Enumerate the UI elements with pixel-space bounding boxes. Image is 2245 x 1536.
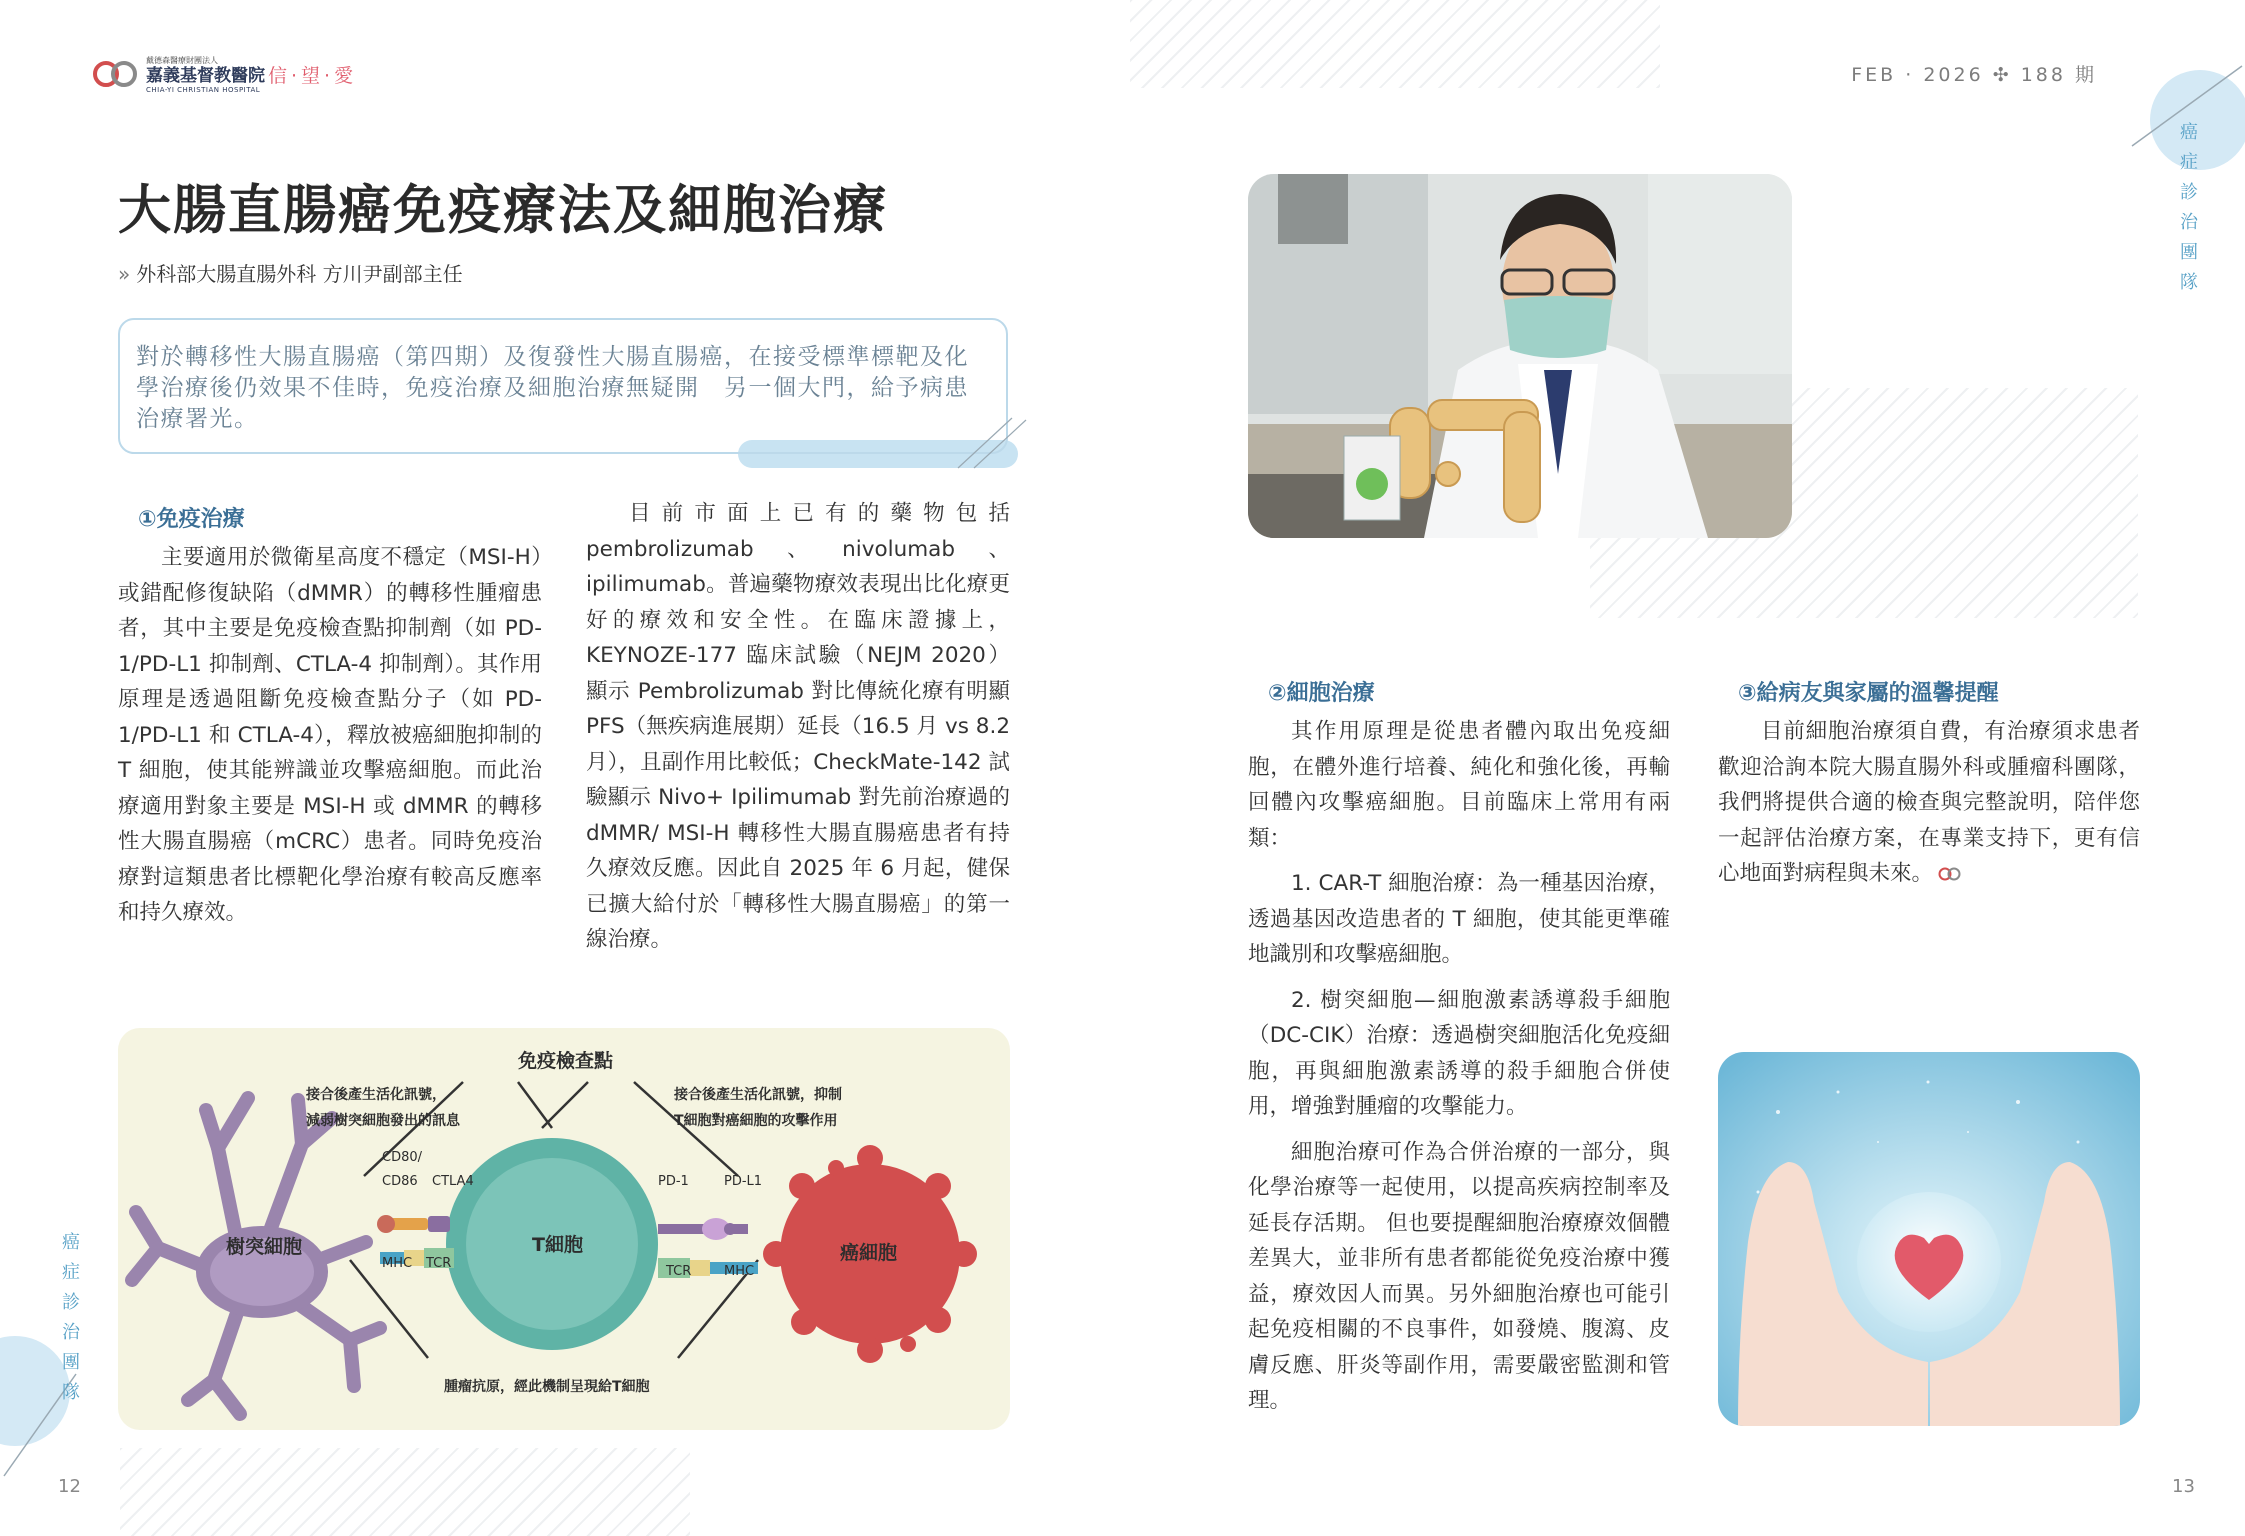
section1-column-1	[118, 540, 542, 931]
label-tcr-left: TCR	[426, 1256, 452, 1271]
issue-label: FEB · 2026 ✣ 188 期	[1851, 64, 2097, 86]
section2-paragraph-2: 1. CAR-T 細胞治療：為一種基因治療，透過基因改造患者的 T 細胞，使其能更準確地識別和攻擊癌細胞。	[1248, 871, 1670, 967]
section2-paragraph-4: 細胞治療可作為合併治療的一部分，與化學治療等一起使用，以提高疾病控制率及延長存活期。 但也要提醒細胞治療療效個體差異大，並非所有患者都能從免疫治療中獲益，療效因人而異。另外細胞治療也可能引起免疫相關的不良事件，如發燒、腹瀉、皮膚反應、肝炎等副作用，需要嚴密監測和管理。	[1248, 1139, 1670, 1413]
diagram-title: 免疫檢查點	[518, 1050, 614, 1072]
hospital-name-block	[146, 56, 265, 95]
article-title: 大腸直腸癌免疫療法及細胞治療	[118, 179, 888, 241]
diagram-note-right-2: T細胞對癌細胞的攻擊作用	[674, 1113, 838, 1129]
pd1-pdl1-receptor	[658, 1218, 748, 1240]
side-label-right: 癌症診治團隊	[2177, 122, 2198, 302]
label-tcr-right: TCR	[666, 1264, 692, 1279]
section3-paragraph-1	[1718, 714, 2140, 892]
section1-heading: ①免疫治療	[138, 507, 245, 532]
label-t-cell: T細胞	[532, 1234, 583, 1256]
label-pd1: PD-1	[658, 1174, 689, 1189]
motto: 信‧望‧愛	[268, 65, 358, 87]
side-label-left: 癌症診治團隊	[59, 1232, 80, 1412]
decor-lines	[948, 412, 1028, 472]
diagram-note-right-1: 接合後產生活化訊號，抑制	[674, 1087, 842, 1103]
hospital-english-name: CHIA-YI CHRISTIAN HOSPITAL	[146, 86, 261, 94]
immune-checkpoint-diagram	[118, 1028, 1010, 1430]
small-logo-icon	[1937, 866, 1963, 882]
section2-column	[1248, 714, 1670, 1419]
decor-hatch	[1130, 0, 1660, 88]
hands-heart-illustration	[1718, 1052, 2140, 1426]
hands-heart-photo	[1718, 1052, 2140, 1426]
label-mhc-left: MHC	[382, 1256, 413, 1271]
section3-heading: ③給病友與家屬的溫馨提醒	[1738, 681, 1999, 706]
section2-heading: ②細胞治療	[1268, 681, 1375, 706]
page-number-right: 13	[2172, 1476, 2195, 1497]
hospital-small-name: 戴德森醫療財團法人	[146, 56, 218, 65]
byline-arrow: »	[118, 262, 131, 286]
hospital-logo-icon	[92, 58, 142, 88]
section1-paragraph-2: 目前市面上已有的藥物包括 pembrolizumab、nivolumab、ipilimumab。普遍藥物療效表現出比化療更好的療效和安全性。在臨床證據上，KEYNOZE-177 臨床試驗（NEJM 2020）顯示 Pembrolizumab 對比傳統化療有明顯 PFS（無疾病進展期）延長（16.5 月 vs 8.2 月），且副作用比較低；CheckMate-142 試驗顯示 Nivo+ Ipilimumab 對先前治療過的 dMMR/ MSI-H 轉移性大腸直腸癌患者有持久療效反應。因此自 2025 年 6 月起，健保已擴大給付於「轉移性大腸直腸癌」的第一線治療。	[586, 501, 1010, 952]
hospital-name: 嘉義基督教醫院	[146, 66, 265, 86]
section1-column-2	[586, 496, 1010, 958]
byline	[118, 258, 463, 287]
label-mhc-right: MHC	[724, 1264, 755, 1279]
doctor-photo	[1248, 174, 1792, 538]
diagram-bottom-note: 腫瘤抗原，經此機制呈現給T細胞	[444, 1379, 650, 1395]
diagram-note-left-1: 接合後產生活化訊號，	[306, 1087, 446, 1103]
section1-paragraph-1: 主要適用於微衛星高度不穩定（MSI-H）或錯配修復缺陷（dMMR）的轉移性腫瘤患者，其中主要是免疫檢查點抑制劑（如 PD-1/PD-L1 抑制劑、CTLA-4 抑制劑）。其作用原理是透過阻斷免疫檢查點分子（如 PD-1/PD-L1 和 CTLA-4），釋放被癌細胞抑制的 T 細胞，使其能辨識並攻擊癌細胞。而此治療適用對象主要是 MSI-H 或 dMMR 的轉移性大腸直腸癌（mCRC）患者。同時免疫治療對這類患者比標靶化學治療有較高反應率和持久療效。	[118, 545, 542, 925]
section3-column	[1718, 714, 2140, 892]
label-ctla4: CTLA4	[432, 1174, 474, 1189]
summary-box: 對於轉移性大腸直腸癌（第四期）及復發性大腸直腸癌，在接受標準標靶及化學治療後仍效果不佳時，免疫治療及細胞治療無疑開 另一個大門，給予病患治療署光。	[118, 318, 1008, 454]
ctla4-cd80-receptor	[377, 1215, 450, 1233]
label-pdl1: PD-L1	[724, 1174, 763, 1189]
section3-paragraph-text: 目前細胞治療須自費，有治療須求患者歡迎洽詢本院大腸直腸外科或腫瘤科團隊，我們將提供合適的檢查與完整說明，陪伴您一起評估治療方案，在專業支持下，更有信心地面對病程與未來。	[1718, 719, 2140, 886]
label-dendritic-cell: 樹突細胞	[226, 1236, 303, 1258]
page-number-left: 12	[58, 1476, 81, 1497]
label-cd80: CD80/	[382, 1150, 423, 1165]
label-cancer-cell: 癌細胞	[840, 1242, 898, 1264]
byline-author: 外科部大腸直腸外科 方川尹副部主任	[136, 262, 463, 286]
doctor-photo-illustration	[1248, 174, 1792, 538]
section2-paragraph-1: 其作用原理是從患者體內取出免疫細胞，在體外進行培養、純化和強化後，再輸回體內攻擊癌細胞。目前臨床上常用有兩類：	[1248, 719, 1670, 851]
diagram-note-left-2: 減弱樹突細胞發出的訊息	[306, 1113, 460, 1129]
section2-paragraph-3: 2. 樹突細胞—細胞激素誘導殺手細胞（DC-CIK）治療：透過樹突細胞活化免疫細胞，再與細胞激素誘導的殺手細胞合併使用，增強對腫瘤的攻擊能力。	[1248, 987, 1670, 1119]
diagram-graphic	[118, 1028, 1010, 1430]
label-cd86: CD86	[382, 1174, 418, 1189]
decor-hatch	[120, 1448, 690, 1536]
